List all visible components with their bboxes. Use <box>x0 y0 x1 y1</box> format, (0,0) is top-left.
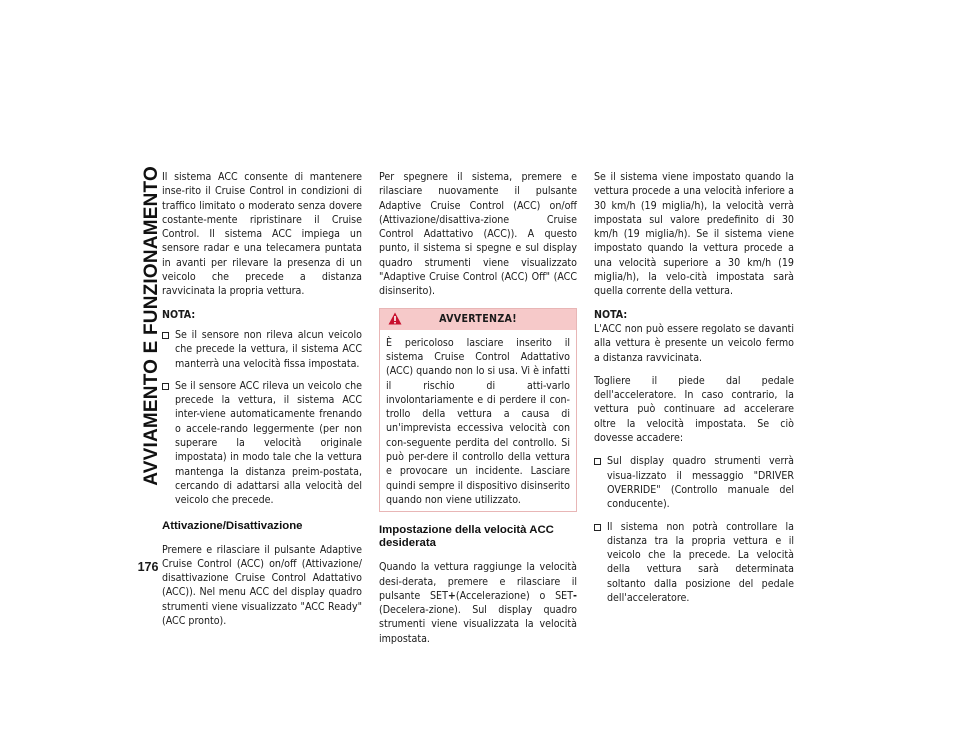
checkbox-bullet-icon <box>594 458 601 465</box>
col3-bullet-1 <box>594 454 794 511</box>
checkbox-bullet-icon <box>162 332 169 339</box>
col2-heading-line-2: desiderata <box>379 537 436 550</box>
col3-bullet-2-text: Il sistema non potrà controllare la distanza tra la propria vettura e il veicolo che la precede. La velocità della vettura sarà determinata soltanto dalla posizione del pedale dell'acceleratore. <box>607 520 794 605</box>
col1-activation-paragraph: Premere e rilasciare il pulsante Adaptive Cruise Control (ACC) on/off (Attivazione/ disattivazione Cruise Control Adattativo (ACC)). Nel menu ACC del display quadro strumenti viene visualizzato "ACC Ready" (ACC pronto). <box>162 543 362 628</box>
col3-note-label: NOTA: <box>594 308 628 321</box>
plus-symbol: + <box>447 589 456 602</box>
checkbox-bullet-icon <box>162 383 169 390</box>
column-3 <box>594 170 794 613</box>
col2-set-speed-paragraph <box>379 560 577 646</box>
column-1 <box>162 170 362 637</box>
column-2 <box>379 170 577 655</box>
col1-bullet-1 <box>162 328 362 371</box>
col3-note-text: L'ACC non può essere regolato se davanti alla vettura è presente un veicolo fermo a distanza ravvicinata. <box>594 322 794 364</box>
col2-set-text-a: Quando la vettura raggiunge la velocità desi-derata, premere e rilasciare il pulsante SET <box>379 561 577 602</box>
col2-heading-line-1: Impostazione della velocità ACC <box>379 524 554 537</box>
warning-text: È pericoloso lasciare inserito il sistema Cruise Control Adattativo (ACC) quando non lo si usa. Vi è infatti il rischio di atti-varlo involontariamente e di perdere il con-trollo della vettura a causa di un'imprevista eccessiva velocità con con-seguente perdita del controllo. Si può per-dere il controllo della vettura e provocare un incidente. Lasciare quindi sempre il dispositivo disinserito quando non viene utilizzato. <box>386 336 570 506</box>
warning-triangle-icon <box>388 312 402 325</box>
col2-set-text-c: (Decelera-zione). Sul display quadro strumenti viene visualizzata la velocità impostata. <box>379 604 577 645</box>
warning-header <box>380 309 576 330</box>
col1-bullet-2-text: Se il sensore ACC rileva un veicolo che precede la vettura, il sistema ACC inter-viene automaticamente frenando o accele-rando leggermente (per non superare la velocità originale impostata) in modo tale che la vettura mantenga la distanza preim-postata, cercando di adattarsi alla velocità del veicolo che precede. <box>175 379 362 507</box>
col2-set-text-b: (Accelerazione) o SET <box>455 589 574 602</box>
col2-heading <box>379 524 577 550</box>
col1-bullet-1-text: Se il sensore non rileva alcun veicolo che precede la vettura, il sistema ACC manterrà una velocità fissa impostata. <box>175 328 362 370</box>
minus-symbol: - <box>573 589 577 602</box>
col1-bullet-2 <box>162 379 362 508</box>
col3-intro-paragraph: Se il sistema viene impostato quando la vettura procede a una velocità inferiore a 30 km/h (19 miglia/h), la velocità verrà impostata sul valore predefinito di 30 km/h (19 miglia/h). Se il sistema viene impostato quando la vettura procede a una velocità superiore a 30 km/h (19 miglia/h), la velo-cità impostata sarà quella corrente della vettura. <box>594 171 794 298</box>
warning-box <box>379 308 577 513</box>
warning-title: AVVERTENZA! <box>439 313 517 326</box>
col1-note-label: NOTA: <box>162 308 196 321</box>
col1-heading: Attivazione/Disattivazione <box>162 519 303 532</box>
section-title-text: AVVIAMENTO E FUNZIONAMENTO <box>141 166 162 486</box>
col2-intro-paragraph: Per spegnere il sistema, premere e rilasciare nuovamente il pulsante Adaptive Cruise Control (ACC) on/off (Attivazione/disattiva-zione Cruise Control Adattativo (ACC)). A questo punto, il sistema si spegne e sul display quadro strumenti viene visualizzato "Adaptive Cruise Control (ACC) Off" (ACC disinserito). <box>379 171 577 298</box>
col1-intro-paragraph: Il sistema ACC consente di mantenere inse-rito il Cruise Control in condizioni di traffico limitato o moderato senza dovere costante-mente ripristinare il Cruise Control. Il sistema ACC impiega un sensore radar e una telecamera puntata in avanti per rilevare la presenza di un veicolo che precede a distanza ravvicinata la propria vettura. <box>162 171 362 298</box>
col3-bullet-2 <box>594 520 794 606</box>
warning-body <box>380 330 576 512</box>
col3-accelerator-paragraph: Togliere il piede dal pedale dell'acceleratore. In caso contrario, la vettura può continuare ad accelerare oltre la velocità impostata. Se ciò dovesse accadere: <box>594 374 794 445</box>
page-number: 176 <box>137 560 159 574</box>
col3-bullet-1-text: Sul display quadro strumenti verrà visua-lizzato il messaggio "DRIVER OVERRIDE" (Controllo manuale del conducente). <box>607 455 794 511</box>
checkbox-bullet-icon <box>594 524 601 531</box>
